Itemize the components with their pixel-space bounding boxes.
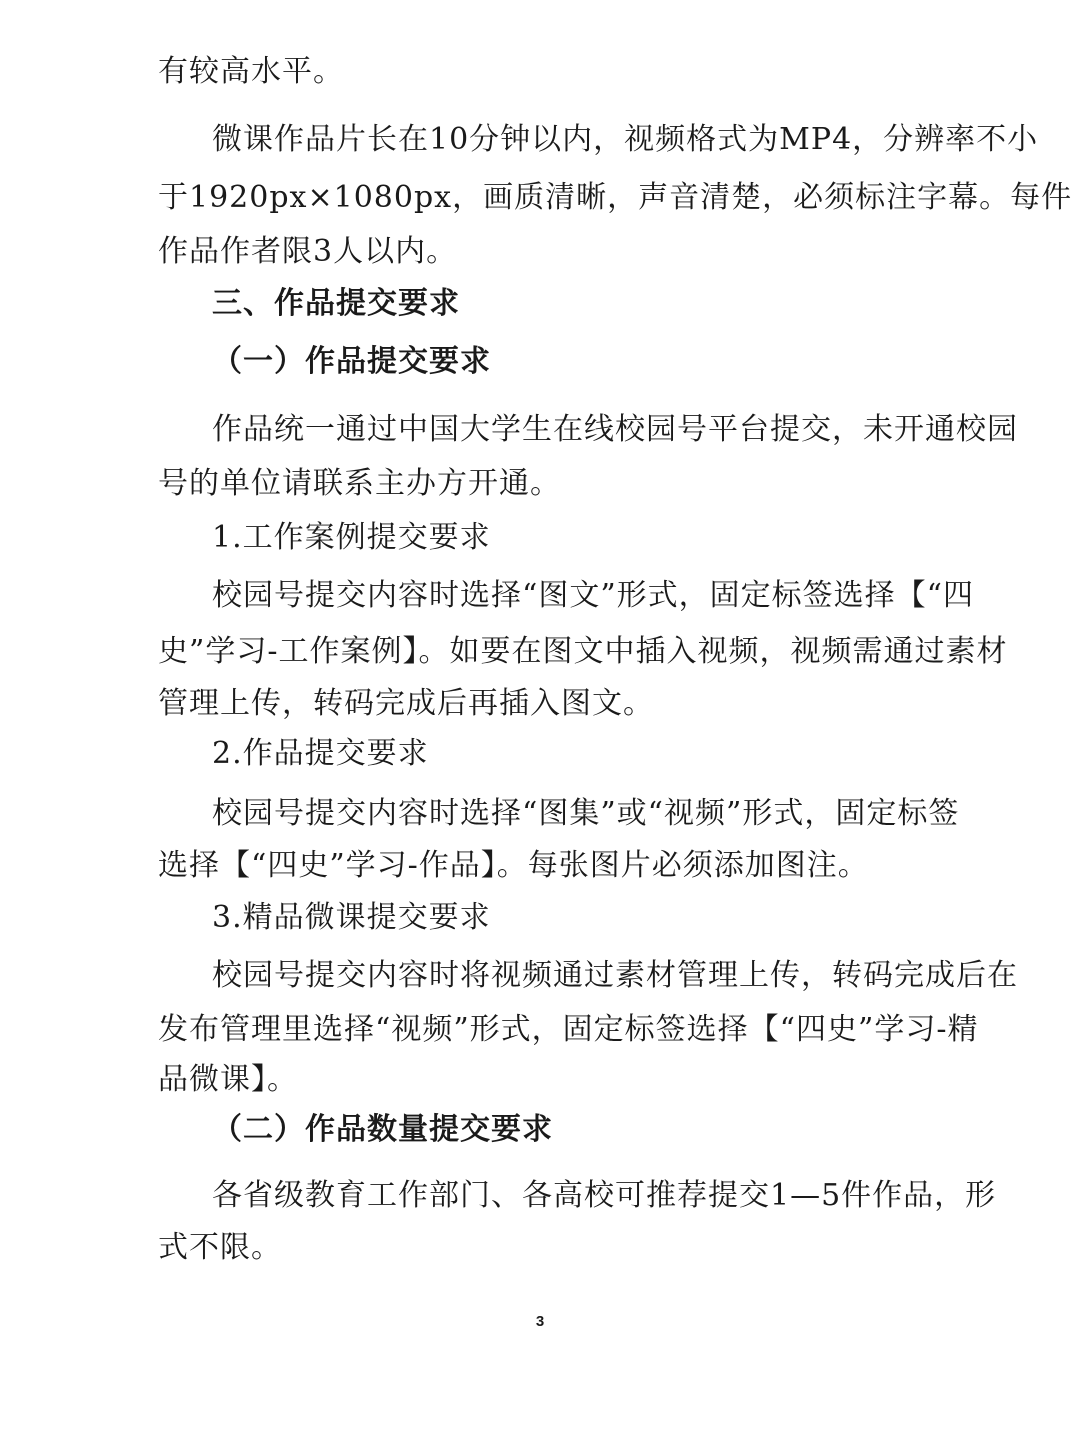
text-line: 作品统一通过中国大学生在线校园号平台提交，未开通校园 xyxy=(212,412,1018,447)
text-line: 选择【“四史”学习-作品】。每张图片必须添加图注。 xyxy=(158,848,869,883)
page-number: 3 xyxy=(535,1313,545,1330)
text-line: 发布管理里选择“视频”形式，固定标签选择【“四史”学习-精 xyxy=(158,1012,979,1047)
text-line: 史”学习-工作案例】。如要在图文中插入视频，视频需通过素材 xyxy=(158,634,1008,669)
item-heading: 1.工作案例提交要求 xyxy=(212,520,491,555)
section-heading: 三、作品提交要求 xyxy=(212,286,460,321)
item-heading: 3.精品微课提交要求 xyxy=(212,900,491,935)
text-line: 品微课】。 xyxy=(158,1062,298,1097)
text-line: 校园号提交内容时选择“图集”或“视频”形式，固定标签 xyxy=(212,796,960,831)
subsection-heading: （一）作品提交要求 xyxy=(212,344,491,379)
item-heading: 2.作品提交要求 xyxy=(212,736,429,771)
text-line: 式不限。 xyxy=(158,1230,282,1265)
text-line: 有较高水平。 xyxy=(158,54,344,89)
text-line: 于1920px×1080px，画质清晰，声音清楚，必须标注字幕。每件 xyxy=(158,180,1073,215)
text-line: 微课作品片长在10分钟以内，视频格式为MP4，分辨率不小 xyxy=(212,122,1039,157)
text-line: 作品作者限3人以内。 xyxy=(158,234,458,269)
text-line: 校园号提交内容时选择“图文”形式，固定标签选择【“四 xyxy=(212,578,975,613)
text-line: 号的单位请联系主办方开通。 xyxy=(158,466,561,501)
text-line: 校园号提交内容时将视频通过素材管理上传，转码完成后在 xyxy=(212,958,1018,993)
subsection-heading: （二）作品数量提交要求 xyxy=(212,1112,553,1147)
text-line: 各省级教育工作部门、各高校可推荐提交1—5件作品，形 xyxy=(212,1178,997,1213)
text-line: 管理上传，转码完成后再插入图文。 xyxy=(158,686,654,721)
